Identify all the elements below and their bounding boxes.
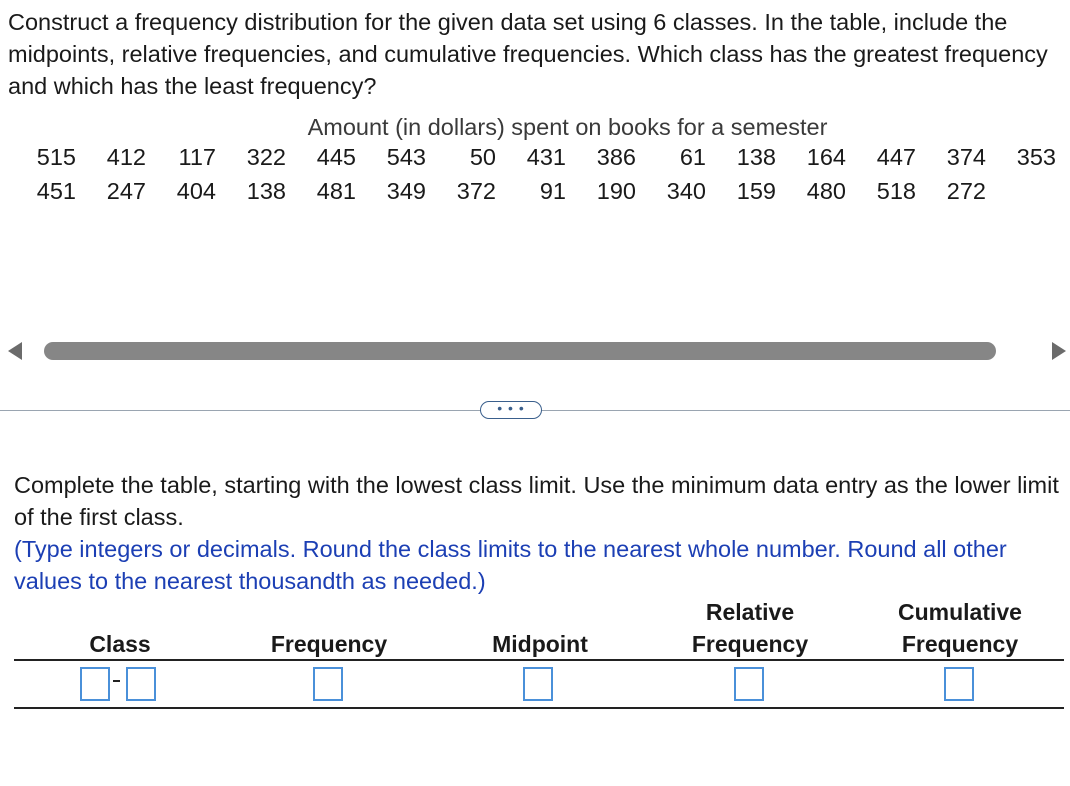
data-value: 349	[386, 178, 426, 204]
data-caption: Amount (in dollars) spent on books for a semester	[307, 114, 828, 140]
data-value: 50	[469, 144, 496, 170]
rounding-hint: (Type integers or decimals. Round the class limits to the nearest whole number. Round all other values to the nearest thousandth as needed.)	[14, 536, 1007, 594]
class-separator	[113, 680, 120, 682]
data-row-2	[0, 178, 1070, 210]
data-value: 451	[36, 178, 76, 204]
data-value: 372	[456, 178, 496, 204]
scroll-right-arrow-icon[interactable]	[1052, 342, 1066, 360]
table-bottom-rule	[14, 707, 1064, 709]
class-upper-input[interactable]	[126, 667, 156, 701]
data-value: 445	[316, 144, 356, 170]
expand-more-button[interactable]: • • •	[480, 401, 542, 419]
data-value: 322	[246, 144, 286, 170]
header-midpoint: Midpoint	[492, 631, 588, 657]
header-class: Class	[89, 631, 151, 657]
data-value: 159	[736, 178, 776, 204]
header-relative-line2: Frequency	[691, 631, 809, 657]
midpoint-input[interactable]	[523, 667, 553, 701]
data-value: 374	[946, 144, 986, 170]
question-text: Construct a frequency distribution for the given data set using 6 classes. In the table, include the midpoints, relative frequencies, and cumulative frequencies. Which class has the greatest frequency and which has the least frequency?	[8, 9, 1048, 99]
data-value: 543	[386, 144, 426, 170]
cumulative-frequency-input[interactable]	[944, 667, 974, 701]
table-instruction: Complete the table, starting with the lowest class limit. Use the minimum data entry as the lower limit of the first class.	[14, 472, 1059, 530]
data-value: 515	[36, 144, 76, 170]
data-value: 164	[806, 144, 846, 170]
data-value: 272	[946, 178, 986, 204]
frequency-input[interactable]	[313, 667, 343, 701]
data-value: 481	[316, 178, 356, 204]
data-value: 480	[806, 178, 846, 204]
header-relative-line1: Relative	[705, 599, 795, 625]
data-value: 138	[736, 144, 776, 170]
scroll-left-arrow-icon[interactable]	[8, 342, 22, 360]
data-value: 404	[176, 178, 216, 204]
data-value: 431	[526, 144, 566, 170]
data-value: 386	[596, 144, 636, 170]
data-value: 190	[596, 178, 636, 204]
data-value: 518	[876, 178, 916, 204]
data-value: 447	[876, 144, 916, 170]
data-row-1	[0, 144, 1070, 176]
data-value: 247	[106, 178, 146, 204]
header-frequency: Frequency	[270, 631, 388, 657]
scroll-thumb[interactable]	[44, 342, 996, 360]
horizontal-scrollbar[interactable]	[0, 340, 1070, 362]
header-cumulative-line2: Frequency	[901, 631, 1019, 657]
table-header-rule	[14, 659, 1064, 661]
relative-frequency-input[interactable]	[734, 667, 764, 701]
data-value: 138	[246, 178, 286, 204]
data-value: 61	[679, 144, 706, 170]
data-value: 353	[1016, 144, 1056, 170]
header-cumulative-line1: Cumulative	[898, 599, 1022, 625]
data-value: 117	[178, 144, 216, 170]
class-lower-input[interactable]	[80, 667, 110, 701]
data-value: 340	[666, 178, 706, 204]
data-value: 91	[539, 178, 566, 204]
data-scroll-area[interactable]	[0, 142, 1070, 212]
data-value: 412	[106, 144, 146, 170]
